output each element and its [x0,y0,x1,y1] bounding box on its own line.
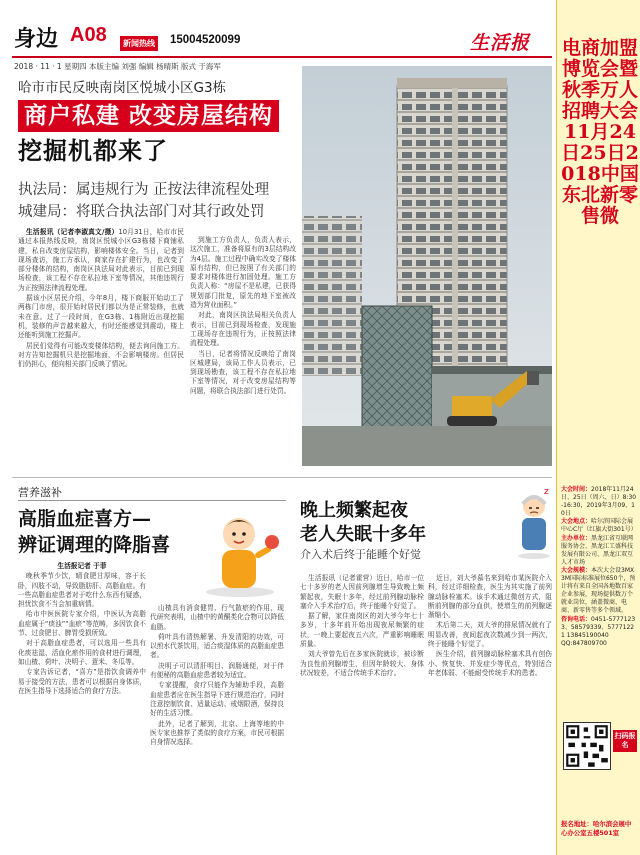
ad-qr-tag: 扫码报名 [613,730,637,752]
top-story-headline: 商户私建 改变房屋结构 [18,100,279,132]
ad-headline: 电商加盟博览会暨秋季万人招聘大会11月24日25日2018中国东北新零售微 [561,37,639,227]
top-story-headline-2: 挖掘机都来了 [18,136,168,165]
ad-footer-address: 报名地址：哈尔滨会展中心办公室五楼501室 [561,820,632,837]
paragraph: 晚秋季节少饮，晴食肥甘厚味，容于长卧，四肢不动，导致脂肪肝、高脂血症。有一些高脂血症患者对于吃什么东西有疑惑，担忧饮食不当会加重病情。 [18,572,146,609]
paragraph: 居民们觉得有可能改变楼体结构，便去询问施工方。对方告知挖掘机只是挖掘地面，不会影响楼房。但居民们仍担心，便向相关部门反映了情况。 [18,341,184,369]
sleep-subhead: 介入术后终于能睡个好觉 [300,548,421,561]
paragraph: 此外，记者了解到，北京、上海等地的中医专家也推荐了类似的食疗方案，市民可根据自身情况选择。 [150,719,284,747]
page-number: A08 [70,24,107,46]
paragraph: 当日，记者将情况反映给了南岗区城建局，该局工作人员表示，已到现场勘查，该工程不存在私拉地下室等情况，对于改变房屋结构等问题，将联合执法部门进行处罚。 [190,349,296,395]
masthead-rule [12,56,552,58]
paragraph: 据该小区居民介绍，今年8月，楼下商服开始动工了两栋门市房，很开始时居民们都以为是正常装修，也就未在意。过了一段时间，在G3栋、1栋附近出现挖掘机，装修的声音越来越大，有时还能感觉到震动，楼上还能听到施工挖掘声。 [18,294,184,340]
hotline-badge: 新闻热线 [120,36,158,51]
sleep-byline: 生活报讯（记者霍营） [308,574,377,582]
top-story-column-1 [18,228,184,468]
svg-text:z: z [544,487,549,497]
health-headline-2: 辨证调理的降脂喜 [18,534,171,556]
paragraph: 10月31日，哈市市民通过本报热线反映，南岗区悦城小区G3栋楼下商铺私建，私自改变房屋结构，影响楼体安全。当日，记者到现场查访，施工方承认，商家存在扩建行为，也改变了部分楼体的结构，南岗区执法局对此表示，目前已到现场检查，该工程不存在私拉地下室等情况，其他违规行为正按照法律流程处理。 [18,228,184,292]
qr-code-icon[interactable] [563,722,611,770]
paragraph: 到施工方负责人，负责人表示，这次施工，准备将原有的3层结构改为4层。施工过程中确实改变了楼体原有结构，但已按照了有关部门的要求对楼体进行加固处理。施工方负责人称：“房屋不是私建，已获得规划部门批复，原先的地下室被改造为营业面积。” [190,236,296,310]
sleep-column-1 [300,574,424,840]
section-name: 身边 [14,26,59,52]
paragraph: 荷叶具有清热解暑、升发清阳的功效，可以煎水代茶饮用，适合痰湿体质的高脂血症患者。 [150,632,284,660]
health-section-tag: 营养滋补 [18,486,62,499]
ad-text: 本次大会设3MX3M国际标准展位650个，预计将有来自全国各地数百家企业参展，现场提供数万个就业岗位，涵盖微商、电商、新零售等多个领域。 [561,566,636,615]
health-headline: 高脂血症喜方— [18,508,152,530]
ad-text: 2018年11月24日、25日（周六、日）8:30-16:30，2019年3月09、10日 [561,486,637,518]
top-story-column-2 [190,236,296,468]
newspaper-logo: 生活报 [470,32,531,54]
paragraph: 对此，南岗区执法局相关负责人表示，目前已到现场检查，发现施工现场存在违规行为，正按照法律流程处理。 [190,311,296,348]
health-byline: 生活报记者 于菲 [57,562,107,570]
paragraph: 近日，刘大爷慕名来到哈市某医院介入科，经过详细检查，医生为其实施了前列腺动脉栓塞术。该手术通过微创方式，阻断前列腺的部分血供，使增生的前列腺逐渐缩小。 [428,574,552,620]
paragraph: 山楂具有消食健胃、行气散瘀的作用，现代研究表明，山楂中的黄酮类化合物可以降低血脂。 [150,604,284,631]
edition-meta: 2018 · 11 · 1 星期四 本版主编 刘强 编辑 杨晴斯 版式 于海军 [14,62,221,71]
paragraph: 医生介绍，前列腺动脉栓塞术具有创伤小、恢复快、并发症少等优点，特别适合年老体弱、不能耐受传统手术的患者。 [428,650,552,677]
paragraph: 对于高脂血症患者，可以选用一些具有化痰祛湿、活血化瘀作用的食材进行调理，如山楂、荷叶、决明子、薏米、冬瓜等。 [18,639,146,666]
ad-label: 大会时间： [561,486,592,493]
ad-label: 咨询电话： [561,615,592,623]
building-illustration [302,66,552,466]
ad-label: 大会地点： [561,518,592,526]
job-fair-ad [556,0,640,855]
section-divider [12,477,552,478]
top-story-pretitle: 哈市市民反映南岗区悦城小区G3栋 [18,80,227,96]
paragraph: 专家提醒，食疗只能作为辅助手段，高脂血症患者应在医生指导下进行规范治疗，同时注意控制饮食、适量运动、戒烟限酒，保持良好的生活习惯。 [150,681,284,718]
paragraph: 据了解，家住南岗区的刘大爷今年七十多岁，十多年前开始出现夜尿频繁的症状，一晚上要起夜五六次，严重影响睡眠质量。 [300,612,424,649]
ad-qq: QQ:847809700 [561,639,607,647]
ad-text: 哈尔滨国际会展中心C厅（红旗大街301号） [561,518,637,534]
ad-label: 主办单位： [561,534,592,542]
top-story-lead: 生活报讯（记者李淑真文/摄） [26,228,119,236]
top-story-subhead-2: 城建局：将联合执法部门对其行政处罚 [18,204,265,220]
ad-text: 黑龙江省互联网服务协会、黑龙江工盛科技发展有限公司、黑龙江双互人才市场 [561,534,634,566]
building-photo [302,66,552,466]
ad-text: 0451-57771233、58579339、57771221 13845190040 [561,615,636,639]
paragraph: 近日，哈市一位七十多岁的老人因前列腺增生导致晚上频繁起夜，失眠十多年，经过前列腺动脉栓塞介入手术治疗后，终于能睡个好觉了。 [300,574,424,610]
cartoon-person-illustration [192,500,288,600]
health-column-2 [150,604,284,840]
ad-details [561,486,637,648]
sleep-headline: 晚上频繁起夜 [300,500,408,521]
paragraph: 术后第二天，刘大爷的排尿情况就有了明显改善，夜间起夜次数减少到一两次，终于能睡个好觉了。 [428,621,552,649]
sleep-headline-2: 老人失眠十多年 [300,524,426,545]
health-column-1 [18,562,146,840]
masthead [0,0,640,71]
paragraph: 决明子可以清肝明目、润肠通便，对于伴有便秘的高脂血症患者较为适宜。 [150,661,284,680]
elderly-man-illustration [510,484,558,560]
paragraph: 哈市中医医院专家介绍，中医认为高脂血症属于“痰浊”“血瘀”等范畴，多因饮食不节、过食肥甘、脾胃受损所致。 [18,610,146,638]
hotline-number: 15004520099 [170,34,241,46]
ad-label: 大会规模： [561,566,592,574]
paragraph: 专家告诉记者，“喜方”是指饮食调养中易于接受的方法，患者可以根据自身体质，在医生指导下选择适合的食疗方法。 [18,668,146,695]
sleep-column-2 [428,574,552,840]
paragraph: 刘大爷曾先后在多家医院就诊，被诊断为良性前列腺增生，但因年龄较大、身体状况较差，不适合传统手术治疗。 [300,650,424,677]
top-story-subhead-1: 执法局：属违规行为 正按法律流程处理 [18,182,270,198]
